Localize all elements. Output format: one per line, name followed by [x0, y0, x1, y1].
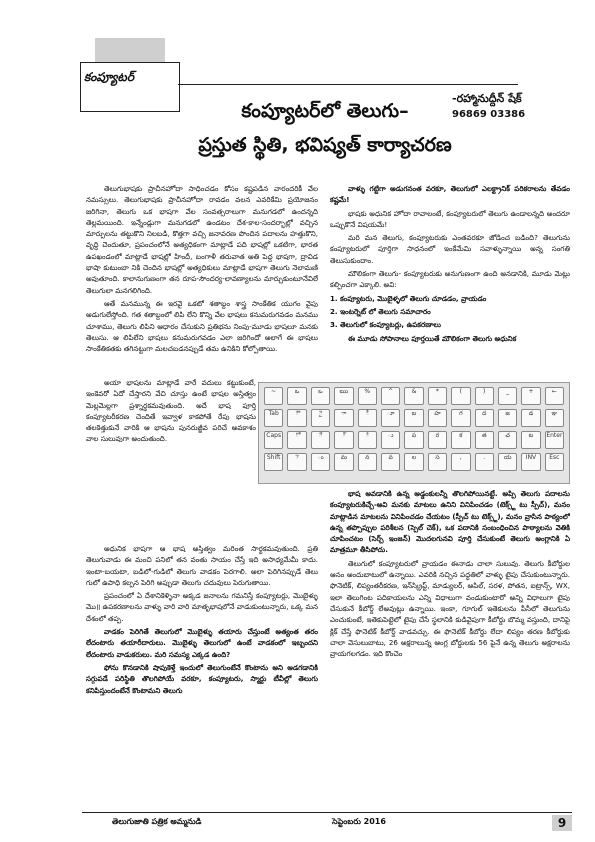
keyboard-key: ఒ: [287, 387, 306, 405]
keyboard-key: ా: [334, 409, 353, 427]
keyboard-key: బ: [404, 409, 423, 427]
keyboard-key: ౌ: [287, 409, 306, 427]
keyboard-key: .: [475, 453, 494, 471]
keyboard-key: (: [451, 387, 470, 405]
keyboard-key: జ: [498, 409, 517, 427]
body-column-right-2: [330, 488, 570, 808]
keyboard-key: ,: [451, 453, 470, 471]
keyboard-key: ల: [404, 453, 423, 471]
paragraph: భాషకు అధునిక హోదా రావాలంటే, కంప్యూటరులో తెలుగు ఉండాలన్నది అందరూ ఒప్పుకొనే విషయమే!: [330, 208, 570, 229]
title-line-1: కంప్యూటర్‌లో తెలుగు–: [241, 100, 409, 122]
keyboard-key: హ: [428, 409, 447, 427]
keyboard-key: ద: [475, 409, 494, 427]
paragraph: ఫోను కొనడానికి షాపుకెళ్తే ఇందులో తెలుగుంటేనే కొంటాను అని అడగడానికి సగ్గుపడే పరిస్థితి తొలగిపోయే వరకూ, కంప్యూటరు, స్మార్టు టీవీల్లో తెలుగు కనిపిస్తుందంటేనే కొంటామని తెలుగు: [86, 662, 318, 695]
keyboard-key: ే: [311, 431, 330, 449]
list-item: 2. ఇంటర్నెట్ లో తెలుగు సమాచారం: [330, 306, 431, 316]
title-line-2: ప్రస్తుత స్థితి, భవిష్యత్ కార్యాచరణ: [198, 134, 452, 156]
body-column-left: [86, 183, 318, 379]
paragraph: భాష అవడానికి ఉన్న అడ్డంకులన్నీ తొలగిపోయినట్టే. అప్పి తెలుగు పదాలను కంప్యూటరుకిచ్చే-అవి మనకు మాటలు ఉనిని వినిపించడం (టెక్స్ట్ టు స్పీచ్), మనం మాట్లాడిన మాటలను వినిపించడం చేయటం (స్పీచ్ టు టెక్స్ట్), మనం వ్రాసిన పాఠ్యంలో ఉన్న తప్పొప్పుల పరిశీలన (స్పెల్ చెక్), ఒక పదానికి సంబంధించిన పాఠ్యాలను వెతికి చూపించటం (సెర్చ్ ఇంజన్) మొదలగునవి పూర్తి చేసుకుంటే తెలుగు అంగ్లానికి ఏ మాత్రమూ తీసిపోదు.: [330, 489, 570, 555]
keyboard-key: ర: [428, 431, 447, 449]
keyboard-key: డ: [521, 409, 540, 427]
keyboard-key: క: [451, 431, 470, 449]
keyboard-key: మ: [334, 453, 353, 471]
keyboard-key: Tab: [264, 409, 283, 427]
list-item: 3. తెలుగులో కంప్యూటర్లు, ఉపకరణాలు: [330, 320, 441, 330]
paragraph: మౌలికంగా తెలుగు- కంప్యూటరుకు అనుగుణంగా ఉంది అనడానికి, మూడు మెట్లు కల్పించగా ఎక్కాలి. అవి:: [330, 269, 570, 290]
paragraph: వాడకం పెరిగితే తెలుగులో మొబైళ్ళు తయారు చేస్తుంటే అత్యంత తరం లేదంటారు తయారీదారులు. మొబైళ్ళు తెలుగులో ఉంటే వాడకంలో ఇబ్బందని లేదంటారు వాడుకరులు. మరి సమస్య ఎక్కడ ఉంది?: [86, 627, 318, 659]
paragraph: తెలుగులో కంప్యూటరులో వ్రాయడం ఈనాడు చాలా సులువు. తెలుగు కీబోర్డుల ఆనం అందుబాటులో ఉన్నాయి. ఎవరికి నచ్చిన పద్ధతిలో వాళ్ళు టైపు చేసుకుంటున్నారు. ఫొనెటిక్, లిప్యంతరీకరణ, ఇన్‌స్క్రిప్ట్, మాడ్యులర్, ఆపిల్, సరళ, పోతన, ఐట్రాన్స్, WX, ఇలా తెలుగింట పదికాయలను ఎన్ని విధాలుగా వండుకుంటారో అన్ని విధాలుగా టైపు చేసుకునే కీబోర్డ్ లేఅవుట్లు ఉన్నాయి. ఇంకా, గూగుల్ ఇతెకులను పీసీలో తెలుగును ఎంచుకుంటే, ఇతెకుపెట్టెలో టైపు చేసే స్థలానికి కుడివైపుగా కీబోర్డు బొమ్మ వస్తుంది, దానిపై క్లిక్ చేస్తే ఫొనెటిక్ కీబోర్డ్ వాడవచ్చు. ఈ ఫొనెటిక్ కీబోర్డు లేదా లిప్యం తరణ కీబోర్డుకు చాలా వెసులుబాటు, 26 అక్షరాలున్న ఆంగ్ల బోర్డులకు 56 పైనే ఉన్న తెలుగు అక్షరాలను వ్రాయగలగడం. ఇది కొంచెం: [330, 558, 570, 659]
article-title: [180, 94, 470, 162]
keyboard-key: ై: [311, 409, 330, 427]
section-label: కంప్యూటర్: [84, 70, 134, 84]
keyboard-key: ←: [545, 387, 564, 405]
keyboard-key: ీ: [358, 409, 377, 427]
page-footer: [82, 815, 572, 831]
keyboard-key: ^: [381, 387, 400, 405]
keyboard-key: *: [428, 387, 447, 405]
keyboard-key: ): [475, 387, 494, 405]
keyboard-key: త: [475, 431, 494, 449]
keyboard-key: ఒ: [311, 387, 330, 405]
keyboard-key: ు: [381, 431, 400, 449]
body-column-left-2: [86, 377, 256, 543]
keyboard-key: ో: [287, 431, 306, 449]
telugu-keyboard-image: [258, 382, 570, 484]
keyboard-key: ప: [404, 431, 423, 449]
keyboard-key: Caps: [264, 431, 283, 449]
keyboard-key: ్: [334, 431, 353, 449]
keyboard-row: [259, 427, 569, 449]
keyboard-key: ~: [264, 387, 283, 405]
body-column-left-3: [86, 543, 318, 808]
list-item: 1. కంప్యూటరు, మొబైళ్ళలో తెలుగు చూడడం, వ్రాయడం: [330, 293, 487, 303]
author-phone: 96869 03386: [452, 109, 526, 120]
keyboard-key: య: [498, 453, 517, 471]
keyboard-key: చ: [498, 431, 517, 449]
header-rule: [178, 84, 518, 85]
keyboard-key: ూ: [381, 409, 400, 427]
keyboard-key: ె: [287, 453, 306, 471]
paragraph: తెలుగుభాషకు ప్రాచీనహోదా సాధించడం కోసం కష్టపడిన వారందరికీ వేల నమస్సులు. తెలుగుభాషకు ప్రాచీనహోదా రావడం వలన ఎవరికేమి ప్రయోజనం జరిగినా, తెలుగు ఒక భాషగా వేల సంవత్సరాలుగా మనుగడలో ఉందన్నది తెల్లమయింది. ఇన్నేండ్లుగా మనుగడలో ఉండటం దేశ-కాల-సందర్భాల్లో వచ్చిన మార్పులను తట్టుకొని నిలబడి, కొత్తగా వచ్చి జనావరణ పొందిన పదాలను హత్తుకొని, వృద్ధి చెందుతూ, ప్రపంచంలోనే అత్యధికంగా మాట్లాడే పది భాషల్లో ఒకటిగా, భారత ఉపఖండంలో మాట్లాడే భాషల్లో హిందీ, బంగాళీ తరువాత అతి పెద్ద భాషగా, ద్రావిడ భాషా కుటుంబా నికి చెందిన భాషల్లో అత్యధికులు మాట్లాడే భాషగా తెలుగు నెలామణి అవుతూంది. కాలానుగుణంగా తన రూప-సౌందర్య-లావణ్యాలను మార్చుకుంటూనేవిలే తెలుగులా మనగలిగింది.: [86, 184, 318, 295]
paragraph: అయా భాషలను మాట్లాడే వారే వదులు కట్టుకుంటే, ఇంకెవరో ఏదో చేస్తారని వేచి చూస్తు ఉంటే భాషల అస్తిత్వం మెల్లమెల్లగా ప్రశ్నార్థకమవుతుంది. అదే భాష పూర్తి కంప్యూటరీకరణ చెందితే ఇవ్వాళ కాకపోతే రేపు భాషను తలకెత్తుకునే వారికి ఆ భాషను పునరుజ్జీవ పరిచే అవకాశం వాల సులువుగా అందుతుంది.: [86, 378, 256, 444]
footer-date: సెప్టెంబరు 2016: [332, 817, 386, 826]
keyboard-key: Enter: [545, 431, 564, 449]
keyboard-key: _: [498, 387, 517, 405]
keyboard-key: INV: [521, 453, 540, 471]
footer-rule: [82, 812, 572, 813]
keyboard-key: ఋ: [334, 387, 353, 405]
keyboard-row: [259, 405, 569, 427]
page-number: 9: [552, 815, 572, 831]
keyboard-key: Esc: [545, 453, 564, 471]
keyboard-key: ట: [521, 431, 540, 449]
paragraph: ఆతే మనమున్న ఈ ఇరవై ఒకటో శతాబ్దం శాస్త్ర సాంకేతిక యుగం వైపు అడుగులేస్తోంది. గత శతాబ్దంలో లిపి లేని కొన్ని వేల భాషలు కనుమరుగవడం మనము చూశాము, తెలుగు లిపిని ఆధారం చేసుకుని ప్రతిభను నింపు-మూడు భాషలూ మనకు తెలుసు. ఆ లిపిలేని భాషలు కనుమరుగవడం ఎలా జరిగిందో అలాగే ఈ భాషలు సాంకేతికతకు తగినట్టుగా మలచబడనప్పుడే తమ ఉనికిని కోల్పోతాయి.: [86, 298, 318, 354]
keyboard-key: &: [404, 387, 423, 405]
keyboard-key: న: [358, 453, 377, 471]
keyboard-key: ం: [311, 453, 330, 471]
keyboard-key: స: [428, 453, 447, 471]
keyboard-key: ి: [358, 431, 377, 449]
footer-publication: తెలుగుజాతి పత్రిక అమ్మనుడి: [112, 817, 202, 826]
paragraph: అధునిక భాషగా ఆ భాష అస్తిత్వం మరింత సార్థకమవుతుంది. ప్రతి తెలుగువాడు ఈ మంచి పనిలో తన వంతు సాయం చేస్తే ఇది అసాధ్యమేమీ కాదు. ఇంటా-బయటా, బడిలో-గుడిలో తెలుగు వాడకం పెరగాలి. అలా పెరిగినప్పుడే తెలు గులో ఉపాధి కల్పన పెరిగి అప్పుడా తెలుగు చదువులు పెరుగుతాయి.: [86, 544, 318, 587]
keyboard-row: [259, 449, 569, 471]
keyboard-key: Shift: [264, 453, 283, 471]
keyboard-key: వ: [381, 453, 400, 471]
author-name: -రహ్మానుద్దీన్ షేక్: [452, 92, 522, 105]
paragraph: మరి మన తెలుగు, కంప్యూటరుకు ఎంతవరకూ జోడించ బడింది? తెలుగును కంప్యూటరులో పూర్తిగా సాధనంలో ఇంకేమేమి సవాళ్ళున్నాయి అన్న సంగతి తెలుసుకుందాం.: [330, 233, 570, 265]
paragraph: ప్రపంచంలో ఏ దేశానికెళ్ళినా అక్కడ జనాలను గమనిస్తే కంప్యూటర్లు, మొబైళ్ళు మొ॥ ఉపకరణాలను వాళ్ళు వారి వారి మాతృభాషలోనే వాడుకుంటున్నారు, ఒక్క మన దేశంలో తప్ప.: [86, 591, 318, 623]
body-column-right: [330, 183, 570, 378]
paragraph: వాళ్ళు గట్టిగా అడుగనంత వరకూ, తెలుగులో ఎలక్ట్రానిక్ పరికరాలను తేవడం కష్టమే!: [330, 184, 570, 205]
keyboard-key: గ: [451, 409, 470, 427]
keyboard-key: +: [521, 387, 540, 405]
keyboard-row: [259, 383, 569, 405]
keyboard-key: ఞ: [545, 409, 564, 427]
paragraph: ఈ మూడు సోపానాలు పూర్తయితే మౌలికంగా తెలుగు అధునిక: [348, 333, 517, 343]
keyboard-key: %: [358, 387, 377, 405]
